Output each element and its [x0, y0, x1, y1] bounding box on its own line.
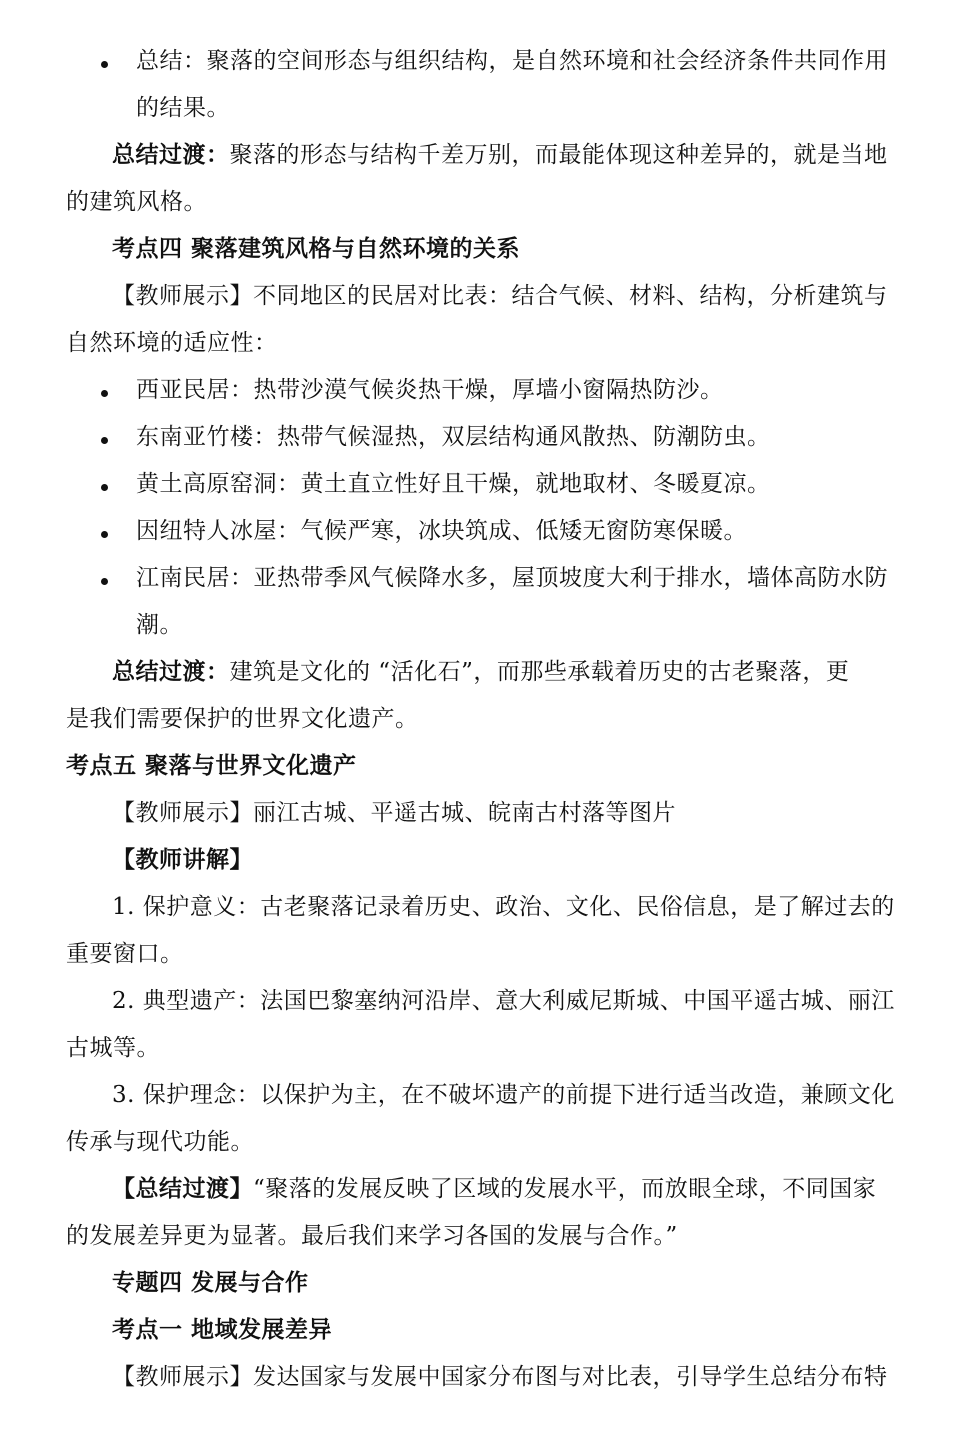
transition-text: 建筑是文化的 “活化石”，而那些承载着历史的古老聚落，更 — [229, 659, 850, 685]
bullet-marker — [101, 61, 108, 68]
bullet-marker — [101, 390, 108, 397]
transition-paragraph-1-cont: 的建筑风格。 — [66, 189, 207, 215]
bullet-marker — [101, 531, 108, 538]
list-item: 西亚民居：热带沙漠气候炎热干燥，厚墙小窗隔热防沙。 — [136, 377, 724, 403]
transition-text: “聚落的发展反映了区域的发展水平，而放眼全球，不同国家 — [253, 1176, 877, 1202]
teacher-explain-heading: 【教师讲解】 — [112, 846, 253, 873]
summary-paragraph-cont: 的结果。 — [136, 95, 230, 121]
transition-paragraph-2-cont: 是我们需要保护的世界文化遗产。 — [66, 706, 419, 732]
section-heading-5: 考点五 聚落与世界文化遗产 — [66, 752, 357, 779]
teacher-display-map: 【教师展示】发达国家与发展中国家分布图与对比表，引导学生总结分布特 — [112, 1364, 888, 1390]
list-item: 因纽特人冰屋：气候严寒，冰块筑成、低矮无窗防寒保暖。 — [136, 518, 747, 544]
summary-text: 聚落的空间形态与组织结构，是自然环境和社会经济条件共同作用 — [206, 48, 888, 74]
numbered-point-2: 2. 典型遗产：法国巴黎塞纳河沿岸、意大利威尼斯城、中国平遥古城、丽江 — [112, 988, 895, 1014]
list-item: 江南民居：亚热带季风气候降水多，屋顶坡度大利于排水，墙体高防水防 — [136, 565, 888, 591]
transition-paragraph-1 — [112, 140, 888, 170]
section-heading-4: 考点四 聚落建筑风格与自然环境的关系 — [112, 235, 521, 262]
bullet-marker — [101, 437, 108, 444]
teacher-display-paragraph-cont: 自然环境的适应性： — [66, 330, 278, 356]
teacher-display-paragraph: 【教师展示】不同地区的民居对比表：结合气候、材料、结构，分析建筑与 — [112, 283, 888, 309]
section-heading-1: 考点一 地域发展差异 — [112, 1316, 333, 1343]
list-item: 黄土高原窑洞：黄土直立性好且干燥，就地取材、冬暖夏凉。 — [136, 471, 771, 497]
list-item: 东南亚竹楼：热带气候湿热，双层结构通风散热、防潮防虫。 — [136, 424, 771, 450]
transition-paragraph-2 — [112, 657, 849, 687]
transition-label: 【总结过渡】 — [112, 1175, 253, 1202]
transition-label: 总结过渡： — [112, 658, 230, 685]
summary-label: 总结： — [136, 48, 207, 74]
teacher-display-images: 【教师展示】丽江古城、平遥古城、皖南古村落等图片 — [112, 800, 676, 826]
summary-paragraph — [136, 46, 888, 76]
transition-text: 聚落的形态与结构千差万别，而最能体现这种差异的，就是当地 — [229, 142, 888, 168]
transition-paragraph-3-cont: 的发展差异更为显著。最后我们来学习各国的发展与合作。” — [66, 1223, 678, 1249]
bullet-marker — [101, 578, 108, 585]
numbered-point-1: 1. 保护意义：古老聚落记录着历史、政治、文化、民俗信息，是了解过去的 — [112, 894, 895, 920]
list-item-cont: 潮。 — [136, 612, 183, 638]
numbered-point-1-cont: 重要窗口。 — [66, 941, 184, 967]
bullet-marker — [101, 484, 108, 491]
numbered-point-2-cont: 古城等。 — [66, 1035, 160, 1061]
numbered-point-3: 3. 保护理念：以保护为主，在不破坏遗产的前提下进行适当改造，兼顾文化 — [112, 1082, 895, 1108]
numbered-point-3-cont: 传承与现代功能。 — [66, 1129, 254, 1155]
topic-heading-4: 专题四 发展与合作 — [112, 1269, 309, 1296]
transition-label: 总结过渡： — [112, 141, 230, 168]
transition-paragraph-3 — [112, 1174, 876, 1204]
